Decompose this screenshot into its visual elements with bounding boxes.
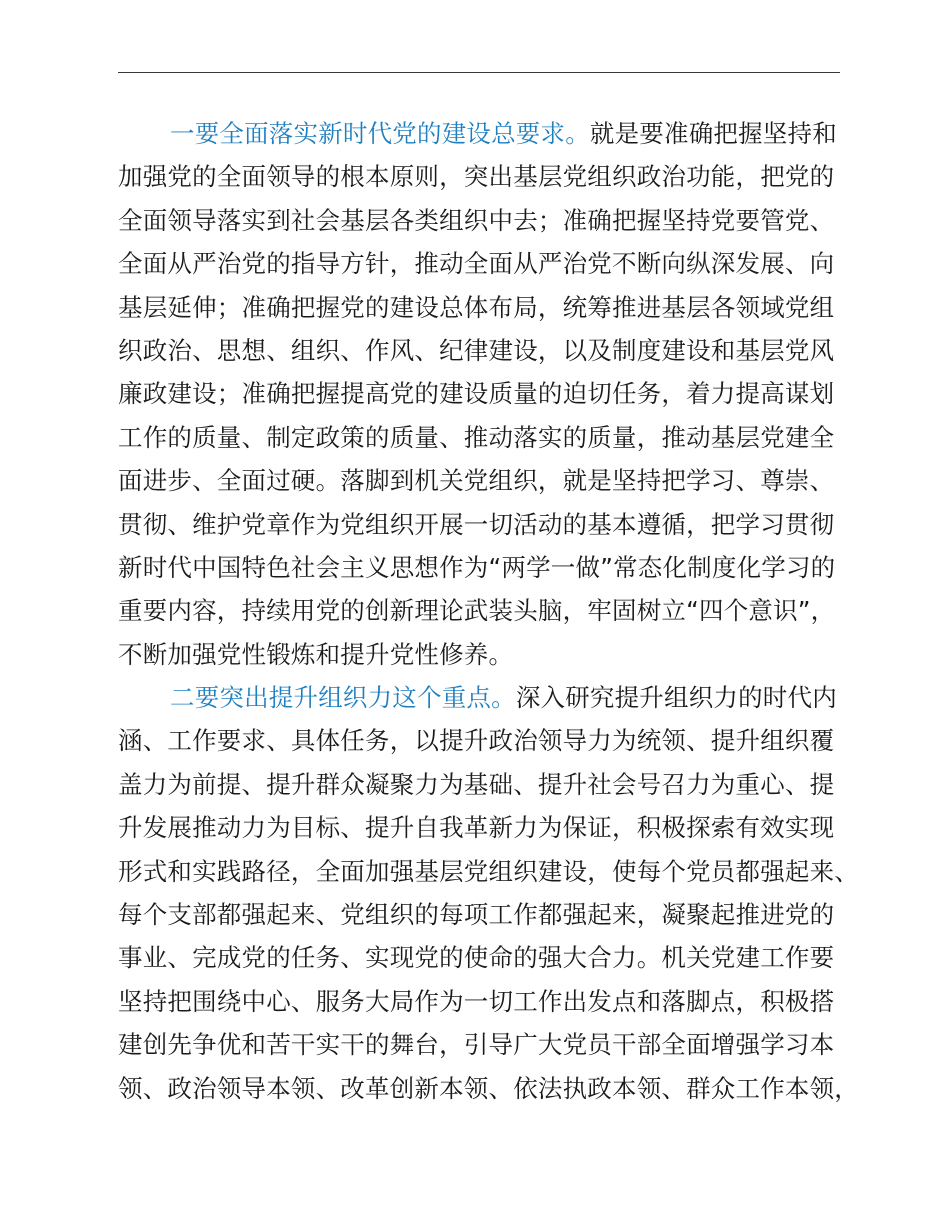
document-body	[118, 112, 859, 1110]
paragraph-line: 每个支部都强起来、党组织的每项工作都强起来，凝聚起推进党的	[118, 900, 835, 930]
paragraph-line: 领、政治领导本领、改革创新本领、依法执政本领、群众工作本领，	[118, 1073, 859, 1103]
paragraph-line: 全面领导落实到社会基层各类组织中去；准确把握坚持党要管党、	[118, 205, 835, 235]
paragraph-line: 贯彻、维护党章作为党组织开展一切活动的基本遵循，把学习贯彻	[118, 509, 835, 539]
paragraph-line: 不断加强党性锻炼和提升党性修养。	[118, 639, 514, 669]
paragraph-text: 深入研究提升组织力的时代内	[515, 683, 837, 713]
paragraph-line: 新时代中国特色社会主义思想作为“两学一做”常态化制度化学习的	[118, 552, 836, 582]
paragraph-line: 面进步、全面过硬。落脚到机关党组织，就是坚持把学习、尊崇、	[118, 466, 835, 496]
paragraph-line: 加强党的全面领导的根本原则，突出基层党组织政治功能，把党的	[118, 162, 835, 192]
paragraph-line: 廉政建设；准确把握提高党的建设质量的迫切任务，着力提高谋划	[118, 379, 835, 409]
paragraph-first-line	[118, 676, 840, 719]
paragraph-heading: 一要全面落实新时代党的建设总要求。	[170, 119, 590, 148]
paragraph-line: 重要内容，持续用党的创新理论武装头脑，牢固树立“四个意识”，	[118, 596, 836, 626]
paragraph-line: 形式和实践路径，全面加强基层党组织建设，使每个党员都强起来、	[118, 856, 859, 886]
paragraph-1	[118, 112, 840, 676]
paragraph-2	[118, 676, 859, 1110]
paragraph-line: 事业、完成党的任务、实现党的使命的强大合力。机关党建工作要	[118, 943, 835, 973]
paragraph-line: 建创先争优和苦干实干的舞台，引导广大党员干部全面增强学习本	[118, 1030, 835, 1060]
paragraph-line: 织政治、思想、组织、作风、纪律建设，以及制度建设和基层党风	[118, 335, 835, 365]
paragraph-first-line	[118, 112, 840, 155]
header-rule	[118, 72, 840, 73]
paragraph-line: 涵、工作要求、具体任务，以提升政治领导力为统领、提升组织覆	[118, 726, 835, 756]
paragraph-heading: 二要突出提升组织力这个重点。	[170, 683, 516, 713]
paragraph-line: 工作的质量、制定政策的质量、推动落实的质量，推动基层党建全	[118, 422, 835, 452]
paragraph-line: 升发展推动力为目标、提升自我革新力为保证，积极探索有效实现	[118, 813, 835, 843]
paragraph-line: 基层延伸；准确把握党的建设总体布局，统筹推进基层各领域党组	[118, 292, 835, 322]
paragraph-line: 坚持把围绕中心、服务大局作为一切工作出发点和落脚点，积极搭	[118, 986, 835, 1016]
paragraph-line: 全面从严治党的指导方针，推动全面从严治党不断向纵深发展、向	[118, 249, 835, 279]
paragraph-line: 盖力为前提、提升群众凝聚力为基础、提升社会号召力为重心、提	[118, 769, 835, 799]
paragraph-text: 就是要准确把握坚持和	[589, 119, 837, 148]
